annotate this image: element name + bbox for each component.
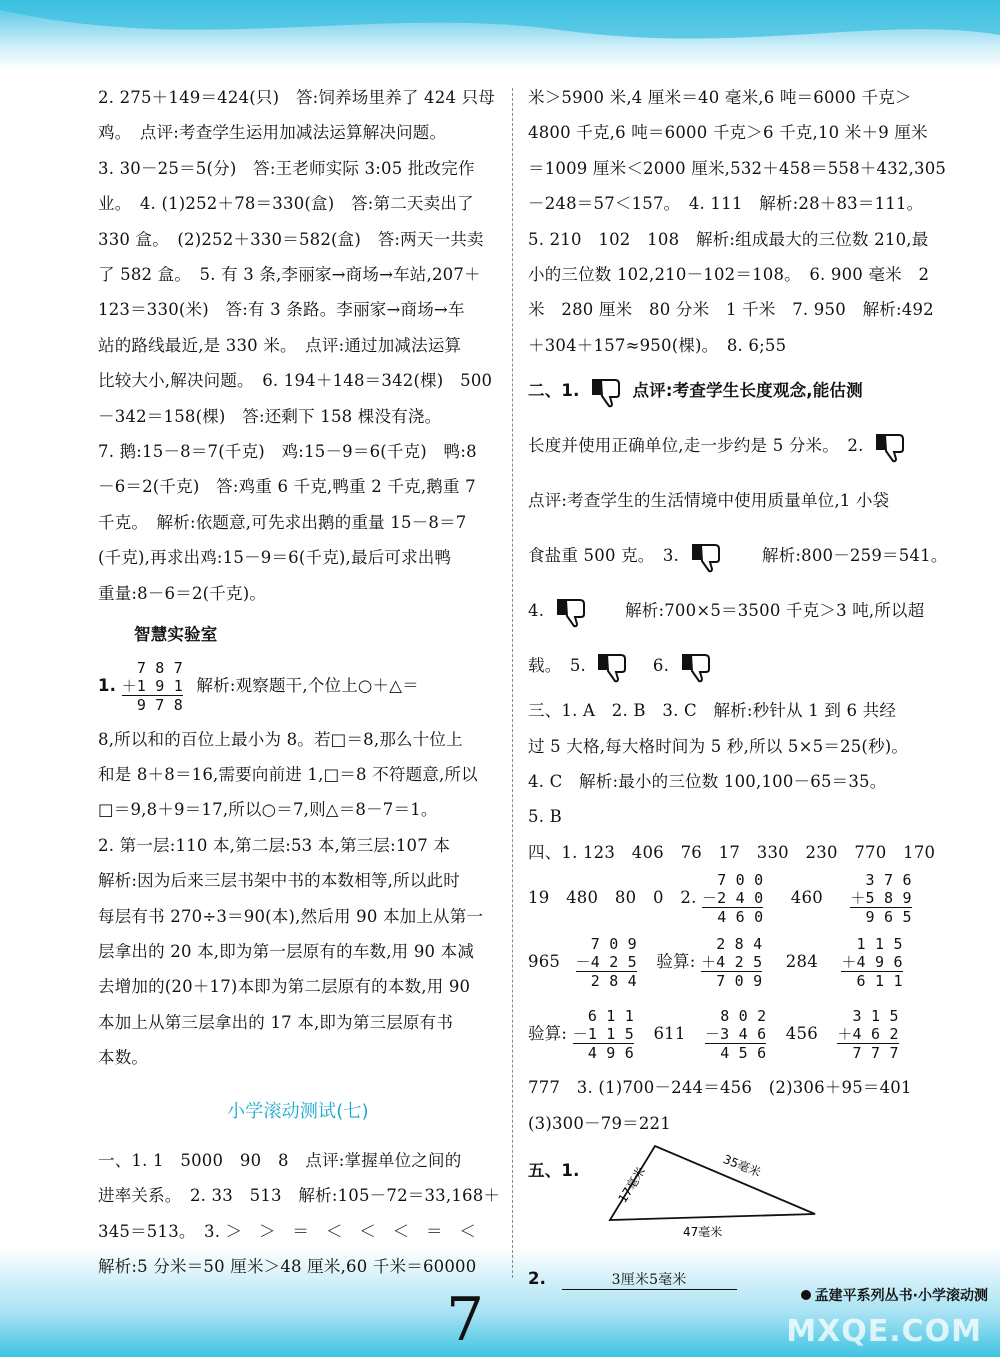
bullet-dot bbox=[801, 1290, 811, 1300]
calc-row: 4 6 0 bbox=[702, 907, 763, 926]
calc-row: 3 7 6 bbox=[865, 871, 912, 890]
thumbs-down-icon bbox=[873, 430, 907, 464]
part4-row1-prefix: 19 480 80 0 2. bbox=[528, 888, 697, 908]
calc-row: 7 0 9 bbox=[701, 971, 762, 990]
text-line: 米 280 厘米 80 分米 1 千米 7. 950 解析:492 bbox=[528, 300, 934, 320]
text-line: 比较大小,解决问题。 6. 194＋148＝342(棵) 500 bbox=[98, 371, 493, 391]
text-line: 2. 第一层:110 本,第二层:53 本,第三层:107 本 bbox=[98, 835, 451, 855]
text-line: 米＞5900 米,4 厘米＝40 毫米,6 吨＝6000 千克＞ bbox=[528, 88, 912, 107]
calc-row: 7 8 7 bbox=[136, 658, 183, 677]
part2-q6: 6. bbox=[652, 656, 670, 676]
text-line: 进率关系。 2. 33 513 解析:105－72＝33,168＋ bbox=[98, 1186, 501, 1206]
text-line: ＋304＋157≈950(棵)。 8. 6;55 bbox=[528, 335, 787, 355]
lab-heading: 智慧实验室 bbox=[134, 625, 218, 645]
part4-row3-mid2: 456 bbox=[785, 1024, 818, 1044]
text-line: (千克),再求出鸡:15－9＝6(千克),最后可求出鸭 bbox=[98, 548, 452, 568]
part2-line1 bbox=[528, 363, 935, 418]
text-line: 每层有书 270÷3＝90(本),然后用 90 本加上从第一 bbox=[98, 906, 484, 926]
calc-row: 7 7 7 bbox=[837, 1043, 898, 1062]
calc-row: ＋1 9 1 bbox=[121, 676, 183, 695]
calc-row: 6 1 1 bbox=[587, 1007, 634, 1026]
part5-q2-label: 2. bbox=[528, 1268, 547, 1288]
calc-h bbox=[837, 1007, 898, 1062]
part4-row2-prefix: 965 bbox=[528, 952, 561, 972]
left-answer-lines bbox=[98, 80, 498, 611]
calc-row: 6 1 1 bbox=[841, 971, 902, 990]
part4-row2-mid: 284 bbox=[785, 952, 818, 972]
text-line: 7. 鹅:15－8＝7(千克) 鸡:15－9＝6(千克) 鸭:8 bbox=[98, 442, 477, 462]
part5-label: 五、1. bbox=[528, 1161, 580, 1181]
thumbs-down-icon bbox=[554, 595, 588, 629]
calc-row: －4 2 5 bbox=[575, 953, 637, 972]
side-label-b: 35毫米 bbox=[721, 1152, 763, 1180]
lab-q1-label: 1. bbox=[98, 675, 117, 695]
calc-row: 4 5 6 bbox=[705, 1043, 766, 1062]
part2-analysis3: 解析:800－259＝541。 bbox=[761, 546, 948, 566]
part2-line5 bbox=[528, 583, 935, 638]
top-wave-decoration bbox=[0, 0, 1000, 75]
text-line: 去增加的(20＋17)本即为第二层原有的本数,用 90 bbox=[98, 977, 471, 997]
part2-line4 bbox=[528, 528, 948, 583]
text-line: 330 盒。 (2)252＋330＝582(盒) 答:两天一共卖 bbox=[98, 229, 484, 249]
calc-row: ＋5 8 9 bbox=[850, 889, 912, 908]
calc-row: 7 0 0 bbox=[717, 871, 764, 890]
part2-label: 二、1. bbox=[528, 381, 580, 401]
text-line: 解析:因为后来三层书架中书的本数相等,所以此时 bbox=[98, 871, 460, 891]
side-label-a: 17毫米 bbox=[615, 1164, 649, 1206]
part2-text2: 长度并使用正确单位,走一步约是 5 分米。 2. bbox=[528, 436, 864, 456]
calc-d bbox=[701, 935, 762, 990]
calc-row: 3 1 5 bbox=[852, 1007, 899, 1026]
calc-row: 2 8 4 bbox=[576, 971, 637, 990]
text-line: 小的三位数 102,210－102＝108。 6. 900 毫米 2 bbox=[528, 265, 930, 285]
text-line: 4. C 解析:最小的三位数 100,100－65＝35。 bbox=[528, 772, 887, 792]
calc-g bbox=[705, 1007, 766, 1062]
part2-line3: 点评:考查学生的生活情境中使用质量单位,1 小袋 bbox=[528, 491, 890, 511]
test-answer-lines bbox=[98, 1143, 501, 1285]
calc-row: ＋4 6 2 bbox=[837, 1025, 899, 1044]
right-answer-lines bbox=[528, 80, 947, 363]
text-line: 鸡。 点评:考查学生运用加减法运算解决问题。 bbox=[98, 123, 447, 143]
calc-row: ＋4 9 6 bbox=[841, 953, 903, 972]
text-line: 一、1. 1 5000 90 8 点评:掌握单位之间的 bbox=[98, 1150, 462, 1170]
text-line: 三、1. A 2. B 3. C 解析:秒针从 1 到 6 共经 bbox=[528, 701, 897, 721]
part2-q4: 4. bbox=[528, 601, 545, 621]
calc-row: 2 8 4 bbox=[716, 935, 763, 954]
test-title: 小学滚动测试(七) bbox=[227, 1100, 369, 1122]
verify-label: 验算: bbox=[528, 1024, 568, 1044]
text-line: 123＝330(米) 答:有 3 条路。李丽家→商场→车 bbox=[98, 300, 465, 320]
part4-row1 bbox=[528, 870, 935, 926]
part2-analysis4: 解析:700×5＝3500 千克＞3 吨,所以超 bbox=[625, 601, 925, 621]
calc-row: 9 7 8 bbox=[122, 695, 183, 714]
part2-text4: 食盐重 500 克。 3. bbox=[528, 546, 680, 566]
part3-answer-lines bbox=[528, 693, 935, 835]
text-line: 5. B bbox=[528, 807, 562, 827]
thumbs-down-icon bbox=[679, 650, 713, 684]
calc-a bbox=[702, 871, 763, 926]
calc-row: 7 0 9 bbox=[590, 935, 637, 954]
part4-row2 bbox=[528, 926, 935, 998]
calc-row: －2 4 0 bbox=[701, 889, 764, 908]
text-line: 千克。 解析:依题意,可先求出鹅的重量 15－8＝7 bbox=[98, 512, 467, 532]
verify-label: 验算: bbox=[656, 952, 696, 972]
text-line: －6＝2(千克) 答:鸡重 6 千克,鸭重 2 千克,鹅重 7 bbox=[98, 477, 476, 497]
calc-row: －1 1 5 bbox=[572, 1025, 634, 1044]
part4-last1: 777 3. (1)700－244＝456 (2)306＋95＝401 bbox=[528, 1078, 912, 1098]
calc-f bbox=[573, 1007, 634, 1062]
text-line: 8,所以和的百位上最小为 8。若□＝8,那么十位上 bbox=[98, 729, 463, 749]
text-line: ＝1009 厘米＜2000 厘米,532＋458＝558＋432,305 bbox=[528, 158, 947, 178]
column-divider bbox=[512, 88, 513, 1278]
right-column bbox=[528, 80, 948, 1296]
text-line: 本数。 bbox=[98, 1048, 149, 1068]
thumbs-down-icon bbox=[595, 650, 629, 684]
text-line: 和是 8＋8＝16,需要向前进 1,□＝8 不符题意,所以 bbox=[98, 764, 478, 784]
part2-line2 bbox=[528, 418, 935, 473]
calc-row: ＋4 2 5 bbox=[700, 953, 763, 972]
text-line: 解析:5 分米＝50 厘米＞48 厘米,60 千米＝60000 bbox=[98, 1257, 477, 1277]
part4-row3-mid1: 611 bbox=[653, 1024, 686, 1044]
calc-row: 8 0 2 bbox=[720, 1007, 767, 1026]
text-line: 站的路线最近,是 330 米。 点评:通过加减法运算 bbox=[98, 335, 462, 355]
calc-c bbox=[576, 935, 637, 990]
calc-b bbox=[850, 871, 911, 926]
page-number: 7 bbox=[446, 1285, 485, 1355]
text-line: 2. 275＋149＝424(只) 答:饲养场里养了 424 只母 bbox=[98, 88, 495, 107]
text-line: 了 582 盒。 5. 有 3 条,李丽家→商场→车站,207＋ bbox=[98, 265, 481, 285]
text-line: 3. 30－25＝5(分) 答:王老师实际 3:05 批改完作 bbox=[98, 158, 475, 178]
calc-row: 1 1 5 bbox=[856, 935, 903, 954]
triangle-diagram bbox=[560, 1138, 830, 1238]
text-line: □＝9,8＋9＝17,所以○＝7,则△＝8－7＝1。 bbox=[98, 800, 438, 820]
calc-e bbox=[841, 935, 902, 990]
footer-text: 孟建平系列丛书·小学滚动测 bbox=[814, 1288, 988, 1304]
calc-row: －3 4 6 bbox=[704, 1025, 767, 1044]
lab-answer-lines bbox=[98, 722, 498, 1076]
part4-line1: 四、1. 123 406 76 17 330 230 770 170 bbox=[528, 842, 936, 862]
watermark: MXQE.COM bbox=[786, 1314, 982, 1349]
text-line: 5. 210 102 108 解析:组成最大的三位数 210,最 bbox=[528, 229, 929, 249]
text-line: －248＝57＜157。 4. 111 解析:28＋83＝111。 bbox=[528, 194, 924, 214]
text-line: 345＝513。 3. ＞ ＞ ＝ ＜ ＜ ＜ ＝ ＜ bbox=[98, 1221, 477, 1241]
part2-q5: 载。 5. bbox=[528, 656, 586, 676]
side-label-c: 47毫米 bbox=[683, 1225, 723, 1238]
calc-row: 9 6 5 bbox=[850, 907, 911, 926]
line-segment-3cm5mm: 3厘米5毫米 bbox=[562, 1271, 737, 1290]
part2-comment: 点评:考查学生长度观念,能估测 bbox=[632, 381, 863, 401]
part4-row1-mid: 460 bbox=[790, 888, 823, 908]
text-line: 重量:8－6＝2(千克)。 bbox=[98, 583, 267, 603]
text-line: 4800 千克,6 吨＝6000 千克＞6 千克,10 米＋9 厘米 bbox=[528, 123, 928, 143]
lab-q1-text: 解析:观察题干,个位上○＋△＝ bbox=[196, 675, 419, 695]
text-line: 过 5 大格,每大格时间为 5 秒,所以 5×5＝25(秒)。 bbox=[528, 736, 909, 756]
part4-row3 bbox=[528, 998, 935, 1070]
text-line: 层拿出的 20 本,即为第一层原有的车数,用 90 本减 bbox=[98, 941, 475, 961]
text-line: 业。 4. (1)252＋78＝330(盒) 答:第二天卖出了 bbox=[98, 194, 474, 214]
left-column bbox=[98, 80, 501, 1285]
text-line: 本加上从第三层拿出的 17 本,即为第三层原有书 bbox=[98, 1012, 454, 1032]
thumbs-down-icon bbox=[589, 375, 623, 409]
text-line: －342＝158(棵) 答:还剩下 158 棵没有浇。 bbox=[98, 406, 442, 426]
part4-last2: (3)300－79＝221 bbox=[528, 1113, 671, 1133]
footer-series bbox=[801, 1285, 988, 1305]
lab-column-calculation bbox=[122, 659, 183, 714]
calc-row: 4 9 6 bbox=[573, 1043, 634, 1062]
part2-line6 bbox=[528, 638, 935, 693]
thumbs-down-icon bbox=[689, 540, 723, 574]
